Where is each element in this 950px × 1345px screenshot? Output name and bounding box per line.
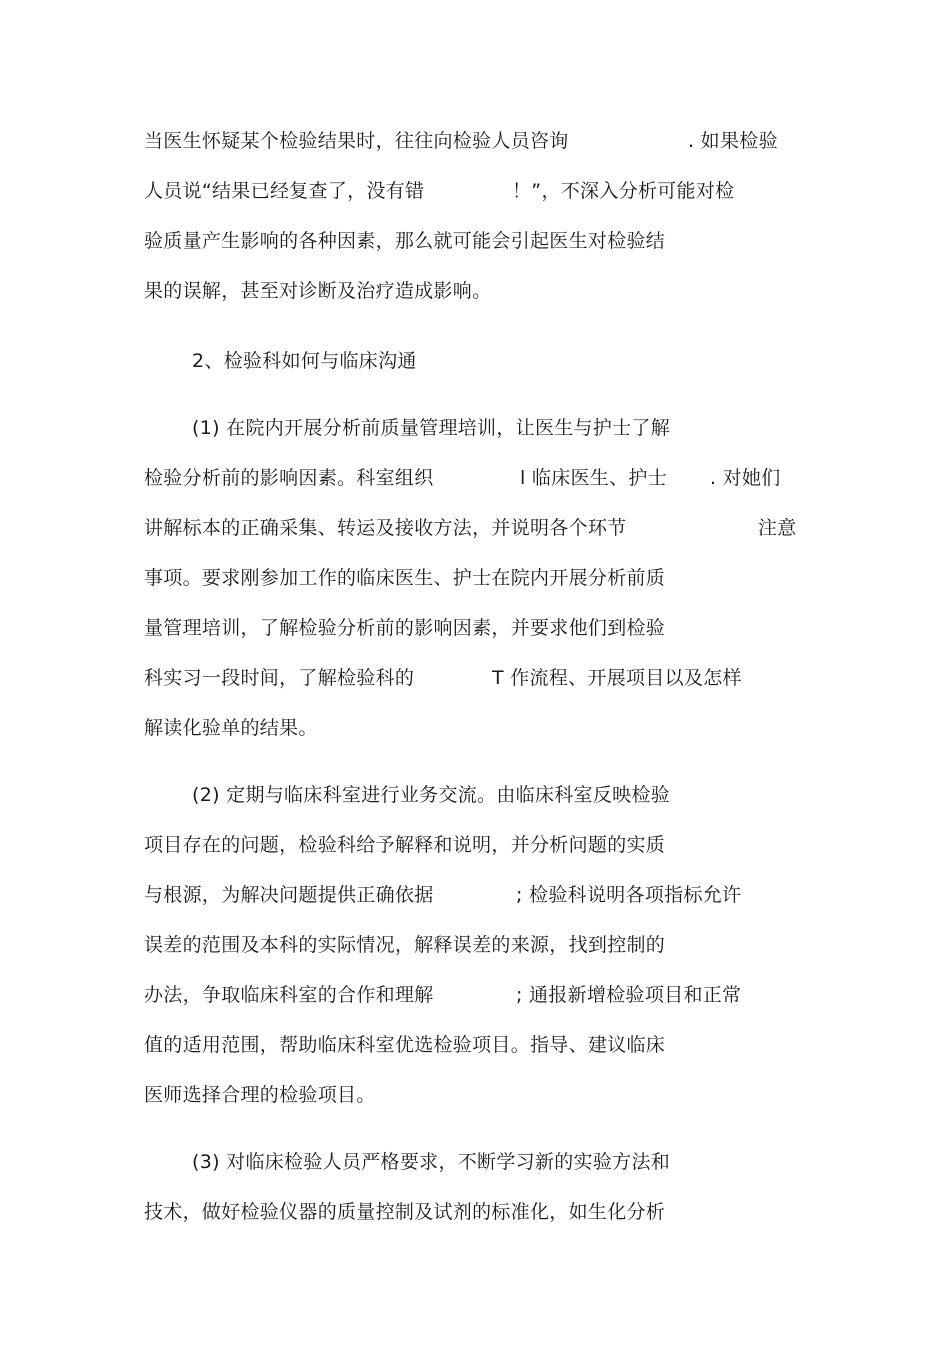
text-line — [144, 666, 414, 690]
text-segment: 检验分析前的影响因素。科室组织 — [144, 467, 434, 489]
text-line — [492, 666, 742, 690]
text-line — [688, 129, 778, 153]
text-line — [192, 1150, 670, 1174]
text-segment: 量管理培训，了解检验分析前的影响因素，并要求他们到检验 — [144, 617, 666, 639]
text-line — [516, 883, 741, 907]
text-line — [710, 466, 781, 490]
text-segment: 果的误解，甚至对诊断及治疗造成影响。 — [144, 280, 492, 302]
text-line — [144, 129, 569, 153]
text-segment: 解读化验单的结果。 — [144, 717, 318, 739]
text-segment: T 作流程、开展项目以及怎样 — [492, 667, 742, 689]
text-segment: (3) 对临床检验人员严格要求，不断学习新的实验方法和 — [192, 1151, 671, 1173]
text-line — [144, 933, 665, 957]
text-segment: 与根源，为解决问题提供正确依据 — [144, 884, 434, 906]
text-line — [144, 716, 318, 740]
text-segment: . 对她们 — [710, 467, 781, 489]
text-segment: . 如果检验 — [688, 130, 778, 152]
text-segment: ; 通报新增检验项目和正常 — [516, 984, 742, 1006]
text-segment: 值的适用范围，帮助临床科室优选检验项目。指导、建议临床 — [144, 1034, 666, 1056]
text-segment: ！”，不深入分析可能对检 — [512, 180, 735, 202]
text-segment: 科实习一段时间，了解检验科的 — [144, 667, 415, 689]
text-segment: ; 检验科说明各项指标允许 — [516, 884, 742, 906]
text-line — [144, 983, 434, 1007]
text-line — [144, 1033, 665, 1057]
text-segment: 技术，做好检验仪器的质量控制及试剂的标准化，如生化分析 — [144, 1201, 666, 1223]
text-line — [516, 983, 741, 1007]
text-segment: (1) 在院内开展分析前质量管理培训，让医生与护士了解 — [192, 417, 671, 439]
text-segment: 验质量产生影响的各种因素，那么就可能会引起医生对检验结 — [144, 230, 666, 252]
text-segment: 事项。要求刚参加工作的临床医生、护士在院内开展分析前质 — [144, 567, 666, 589]
text-line — [520, 466, 667, 490]
text-line — [144, 1083, 376, 1107]
text-segment: (2) 定期与临床科室进行业务交流。由临床科室反映检验 — [192, 784, 671, 806]
text-segment: 办法，争取临床科室的合作和理解 — [144, 984, 434, 1006]
text-segment: 医师选择合理的检验项目。 — [144, 1084, 376, 1106]
text-line — [144, 279, 491, 303]
text-line — [144, 566, 665, 590]
text-segment: 注意 — [758, 517, 797, 539]
text-segment: 项目存在的问题，检验科给予解释和说明，并分析问题的实质 — [144, 834, 666, 856]
text-segment: 人员说“结果已经复查了，没有错 — [144, 180, 425, 202]
text-line — [144, 179, 424, 203]
text-line — [192, 416, 670, 440]
text-segment: 讲解标本的正确采集、转运及接收方法，并说明各个环节 — [144, 517, 627, 539]
text-line — [192, 783, 670, 807]
heading-text: 2、检验科如何与临床沟通 — [192, 350, 417, 372]
text-line — [144, 516, 627, 540]
section-heading — [192, 349, 417, 373]
text-segment: l 临床医生、护士 — [520, 467, 668, 489]
text-line — [758, 516, 797, 540]
text-segment: 当医生怀疑某个检验结果时，往往向检验人员咨询 — [144, 130, 569, 152]
text-line — [144, 466, 434, 490]
text-segment: 误差的范围及本科的实际情况，解释误差的来源，找到控制的 — [144, 934, 666, 956]
text-line — [144, 833, 665, 857]
text-line — [512, 179, 734, 203]
text-line — [144, 883, 434, 907]
text-line — [144, 616, 665, 640]
text-line — [144, 1200, 665, 1224]
text-line — [144, 229, 665, 253]
